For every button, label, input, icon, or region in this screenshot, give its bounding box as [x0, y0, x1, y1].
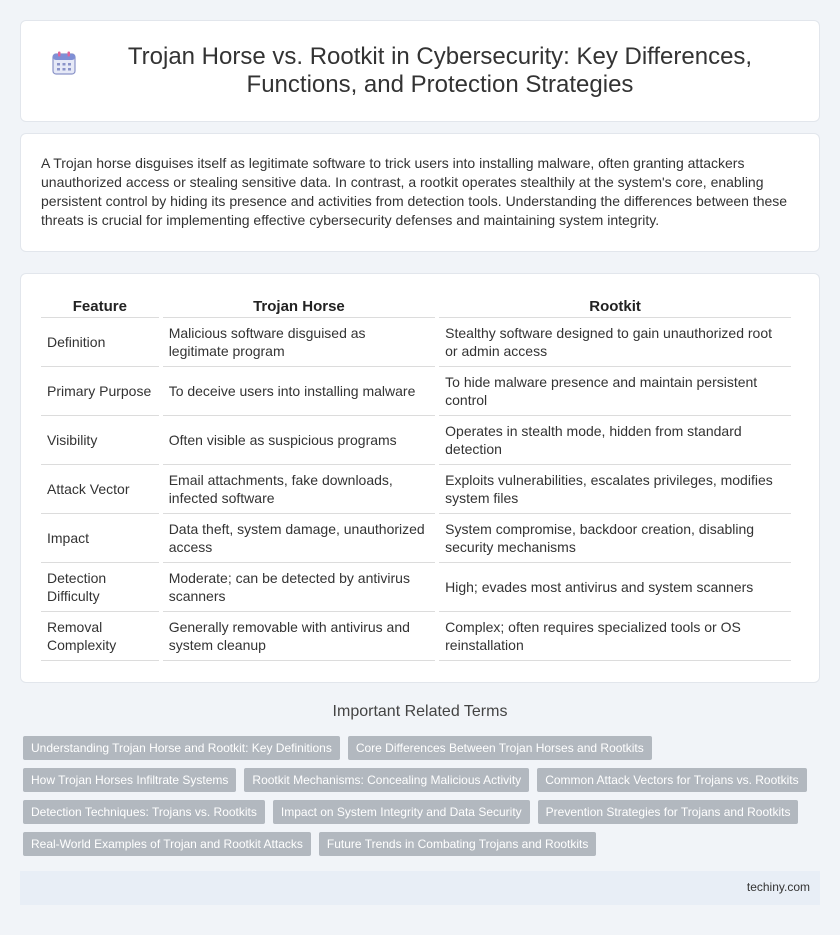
cell-feature: Visibility — [41, 416, 159, 465]
cell-trojan: Moderate; can be detected by antivirus scanners — [163, 563, 435, 612]
header-feature: Feature — [41, 296, 159, 318]
comparison-card — [20, 273, 820, 683]
tag-row — [23, 800, 823, 824]
table-row — [41, 612, 791, 661]
cell-rootkit: System compromise, backdoor creation, disabling security mechanisms — [439, 514, 791, 563]
related-terms-list — [23, 736, 823, 864]
related-term-tag[interactable]: Core Differences Between Trojan Horses and Rootkits — [348, 736, 652, 760]
header-trojan-horse: Trojan Horse — [163, 296, 435, 318]
cell-trojan: Malicious software disguised as legitimate program — [163, 318, 435, 367]
cell-feature: Impact — [41, 514, 159, 563]
calendar-icon — [51, 50, 77, 76]
page-title: Trojan Horse vs. Rootkit in Cybersecurity: Key Differences, Functions, and Protection Strategies — [127, 43, 753, 98]
cell-feature: Attack Vector — [41, 465, 159, 514]
cell-trojan: To deceive users into installing malware — [163, 367, 435, 416]
comparison-table — [37, 296, 795, 661]
intro-card — [20, 133, 820, 252]
tag-row — [23, 768, 823, 792]
related-terms-heading: Important Related Terms — [332, 703, 508, 720]
cell-rootkit: Exploits vulnerabilities, escalates privileges, modifies system files — [439, 465, 791, 514]
cell-trojan: Data theft, system damage, unauthorized access — [163, 514, 435, 563]
cell-rootkit: High; evades most antivirus and system scanners — [439, 563, 791, 612]
table-row — [41, 563, 791, 612]
table-row — [41, 465, 791, 514]
cell-trojan: Often visible as suspicious programs — [163, 416, 435, 465]
related-term-tag[interactable]: Rootkit Mechanisms: Concealing Malicious Activity — [244, 768, 529, 792]
cell-feature: Primary Purpose — [41, 367, 159, 416]
related-term-tag[interactable]: Detection Techniques: Trojans vs. Rootkits — [23, 800, 265, 824]
related-term-tag[interactable]: Prevention Strategies for Trojans and Rootkits — [538, 800, 799, 824]
title-wrap — [21, 43, 819, 99]
intro-paragraph: A Trojan horse disguises itself as legitimate software to trick users into installing malware, often granting attackers unauthorized access or stealing sensitive data. In contrast, a rootkit operates stealthily at the system's core, enabling persistent control by hiding its presence and activities from detection tools. Understanding the differences between these threats is crucial for implementing effective cybersecurity defenses and maintaining system integrity. — [41, 155, 788, 228]
cell-rootkit: Stealthy software designed to gain unauthorized root or admin access — [439, 318, 791, 367]
header-rootkit: Rootkit — [439, 296, 791, 318]
cell-trojan: Generally removable with antivirus and system cleanup — [163, 612, 435, 661]
table-row — [41, 416, 791, 465]
table-row — [41, 514, 791, 563]
footer-site-name[interactable]: techiny.com — [746, 880, 810, 894]
related-term-tag[interactable]: Future Trends in Combating Trojans and Rootkits — [319, 832, 596, 856]
cell-trojan: Email attachments, fake downloads, infected software — [163, 465, 435, 514]
related-term-tag[interactable]: Impact on System Integrity and Data Security — [273, 800, 530, 824]
tag-row — [23, 736, 823, 760]
title-card — [20, 20, 820, 122]
table-row — [41, 367, 791, 416]
cell-feature: Definition — [41, 318, 159, 367]
related-term-tag[interactable]: How Trojan Horses Infiltrate Systems — [23, 768, 236, 792]
table-header-row — [41, 296, 791, 318]
footer-bar — [20, 871, 820, 905]
cell-feature: Removal Complexity — [41, 612, 159, 661]
related-term-tag[interactable]: Common Attack Vectors for Trojans vs. Rootkits — [537, 768, 806, 792]
cell-rootkit: Complex; often requires specialized tools or OS reinstallation — [439, 612, 791, 661]
tag-row — [23, 832, 823, 856]
related-term-tag[interactable]: Real-World Examples of Trojan and Rootkit Attacks — [23, 832, 311, 856]
cell-rootkit: To hide malware presence and maintain persistent control — [439, 367, 791, 416]
cell-feature: Detection Difficulty — [41, 563, 159, 612]
related-term-tag[interactable]: Understanding Trojan Horse and Rootkit: Key Definitions — [23, 736, 340, 760]
table-row — [41, 318, 791, 367]
cell-rootkit: Operates in stealth mode, hidden from standard detection — [439, 416, 791, 465]
